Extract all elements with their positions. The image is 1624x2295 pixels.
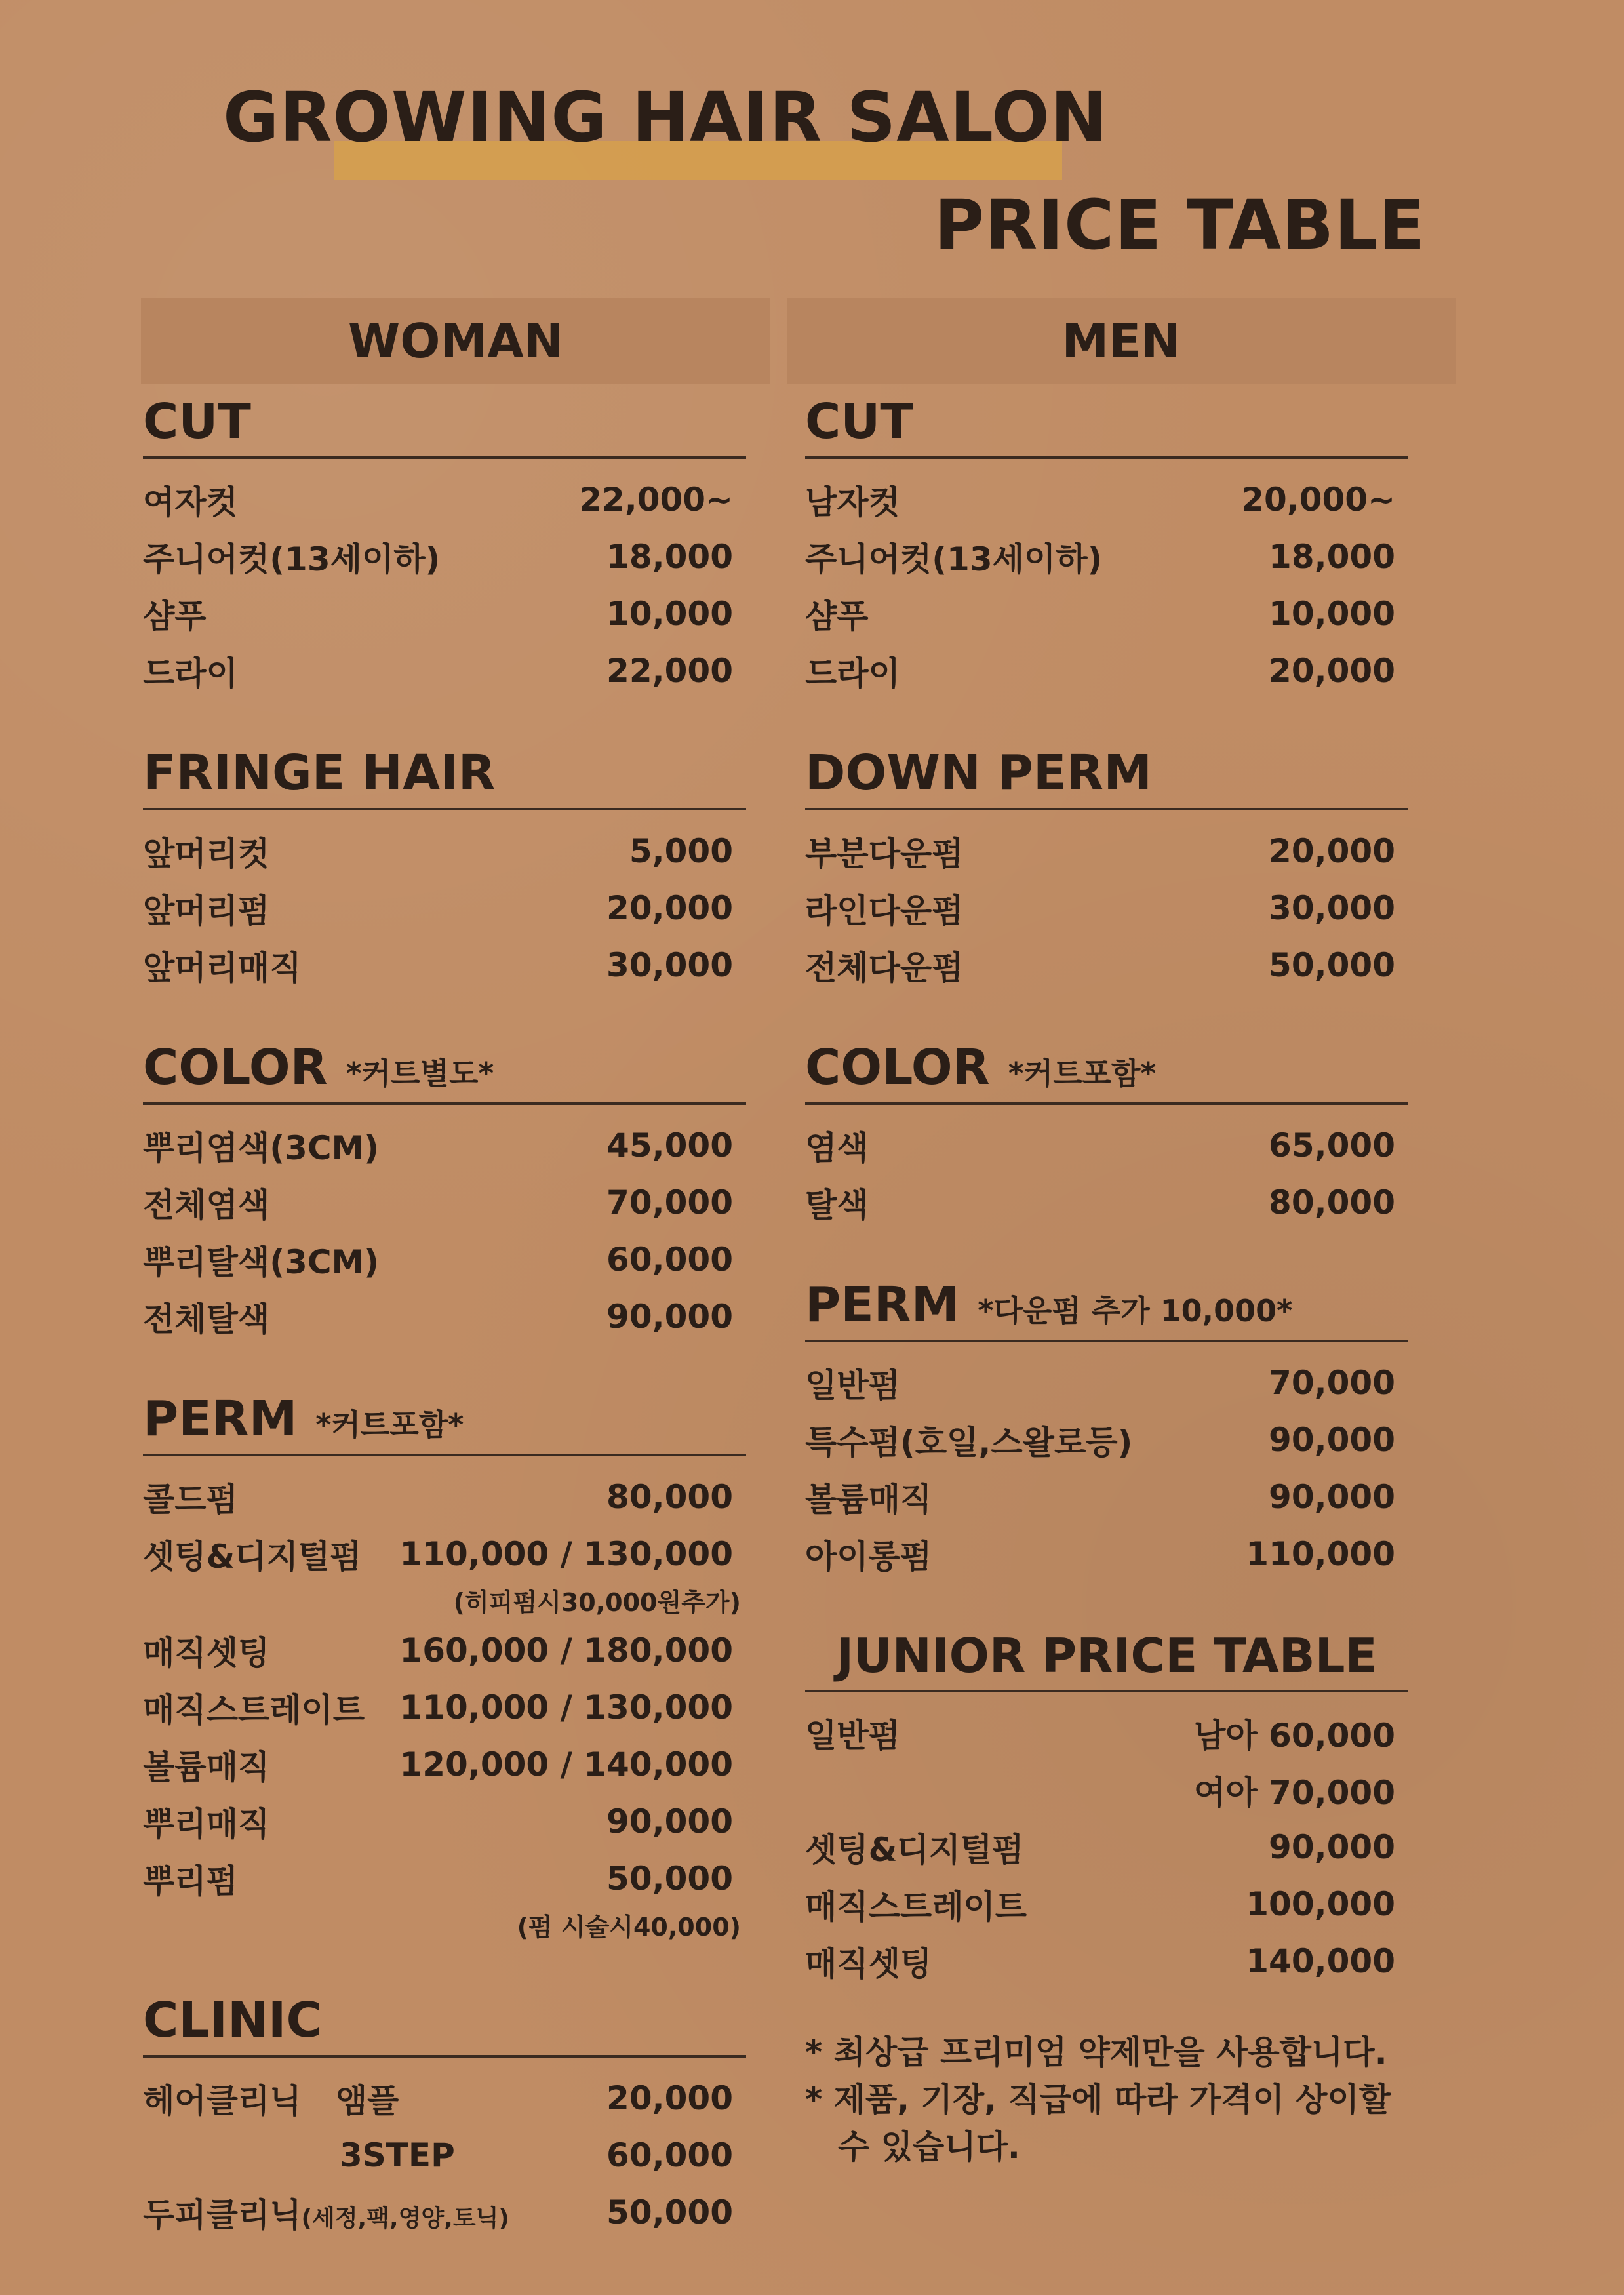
item-price: 90,000 bbox=[1269, 1827, 1395, 1866]
woman-header: WOMAN bbox=[141, 298, 770, 384]
item-price: 100,000 bbox=[1246, 1885, 1395, 1923]
item-name: 일반펌 bbox=[805, 1716, 900, 1755]
item-name: 볼륨매직 bbox=[805, 1480, 932, 1519]
item-price: 70,000 bbox=[606, 1183, 733, 1222]
item-name: 남자컷 bbox=[805, 483, 900, 521]
item-name: 뿌리펌 bbox=[143, 1862, 238, 1900]
price-note: (펌 시술시40,000) bbox=[517, 1913, 741, 1942]
item-name: 주니어컷(13세이하) bbox=[805, 540, 1103, 578]
item-name: 전체염색 bbox=[143, 1186, 270, 1224]
section-title bbox=[805, 1277, 1408, 1342]
item-price: 120,000 / 140,000 bbox=[399, 1745, 733, 1784]
price-note: (히피펌시30,000원추가) bbox=[453, 1588, 741, 1617]
item-name: 염색 bbox=[805, 1128, 869, 1167]
price-row bbox=[143, 1174, 746, 1231]
item-price: 50,000 bbox=[606, 1859, 733, 1898]
item-name: 샴푸 bbox=[805, 597, 869, 635]
item-name: 매직스트레이트 bbox=[143, 1690, 365, 1729]
item-price: 20,000~ bbox=[1241, 480, 1395, 519]
price-row bbox=[805, 1411, 1408, 1468]
price-row bbox=[143, 585, 746, 642]
item-name: 매직셋팅 bbox=[805, 1944, 932, 1983]
price-row bbox=[805, 822, 1408, 879]
item-name: 드라이 bbox=[143, 654, 238, 692]
section-title: CUT bbox=[805, 393, 1408, 459]
item-price: 60,000 bbox=[606, 2136, 733, 2174]
item-price: 22,000~ bbox=[579, 480, 733, 519]
section-title-text: PERM bbox=[805, 1277, 960, 1333]
price-row bbox=[143, 528, 746, 585]
price-row bbox=[143, 1622, 746, 1679]
item-price: 5,000 bbox=[629, 831, 733, 870]
item-price: 110,000 / 130,000 bbox=[399, 1688, 733, 1726]
price-row bbox=[805, 1932, 1408, 1989]
men-down-perm-section bbox=[805, 745, 1408, 993]
price-row bbox=[143, 936, 746, 993]
item-price: 20,000 bbox=[1269, 831, 1395, 870]
item-subtype: (세정,팩,영양,토닉) bbox=[301, 2205, 509, 2232]
item-price: 22,000 bbox=[606, 651, 733, 690]
woman-clinic-section bbox=[143, 1992, 746, 2241]
price-row bbox=[805, 1761, 1408, 1818]
item-name: 셋팅&디지털펌 bbox=[143, 1537, 362, 1576]
item-name: 뿌리염색(3CM) bbox=[143, 1128, 380, 1167]
item-name bbox=[143, 2075, 399, 2122]
footnote: * 최상급 프리미엄 약제만을 사용합니다. bbox=[805, 2033, 1387, 2071]
item-price: 80,000 bbox=[1269, 1183, 1395, 1222]
section-title-text: COLOR bbox=[143, 1039, 328, 1096]
salon-title: GROWING HAIR SALON bbox=[223, 77, 1108, 157]
footnote: * 제품, 기장, 직급에 따라 가격이 상이할 수 있습니다. bbox=[805, 2081, 1391, 2166]
item-price: 여아 70,000 bbox=[1194, 1773, 1395, 1812]
item-price: 90,000 bbox=[606, 1802, 733, 1841]
section-title: CUT bbox=[143, 393, 746, 459]
section-title bbox=[805, 1039, 1408, 1105]
men-cut-section bbox=[805, 393, 1408, 699]
woman-color-section bbox=[143, 1039, 746, 1345]
item-price: 65,000 bbox=[1269, 1126, 1395, 1165]
item-price: 80,000 bbox=[606, 1477, 733, 1516]
price-row bbox=[143, 1525, 746, 1582]
section-note: *커트포함* bbox=[315, 1407, 464, 1443]
section-title-text: COLOR bbox=[805, 1039, 990, 1096]
item-name: 볼륨매직 bbox=[143, 1747, 270, 1786]
item-name: 콜드펌 bbox=[143, 1480, 238, 1519]
item-name: 앞머리컷 bbox=[143, 834, 270, 873]
price-table-title: PRICE TABLE bbox=[934, 185, 1426, 265]
item-name: 주니어컷(13세이하) bbox=[143, 540, 441, 578]
item-price: 45,000 bbox=[606, 1126, 733, 1165]
price-row bbox=[143, 1679, 746, 1736]
item-price: 20,000 bbox=[606, 888, 733, 927]
item-price: 18,000 bbox=[606, 537, 733, 576]
men-perm-section bbox=[805, 1277, 1408, 1582]
item-price: 남아 60,000 bbox=[1194, 1716, 1395, 1755]
item-price: 20,000 bbox=[1269, 651, 1395, 690]
item-name: 라인다운펌 bbox=[805, 891, 964, 930]
item-name bbox=[143, 2189, 509, 2236]
price-row bbox=[143, 1736, 746, 1793]
price-row bbox=[143, 879, 746, 936]
price-row bbox=[805, 1875, 1408, 1932]
item-name: 전체탈색 bbox=[143, 1300, 270, 1338]
item-price: 30,000 bbox=[606, 946, 733, 984]
item-name: 샴푸 bbox=[143, 597, 207, 635]
price-row bbox=[805, 1468, 1408, 1525]
item-price: 110,000 bbox=[1246, 1534, 1395, 1573]
woman-perm-section bbox=[143, 1391, 746, 1946]
item-price: 50,000 bbox=[606, 2193, 733, 2231]
price-row bbox=[143, 1850, 746, 1907]
junior-section bbox=[805, 1628, 1408, 2170]
item-price: 20,000 bbox=[606, 2079, 733, 2117]
item-name: 전체다운펌 bbox=[805, 948, 964, 987]
item-price: 160,000 / 180,000 bbox=[399, 1631, 733, 1669]
item-price: 60,000 bbox=[606, 1240, 733, 1279]
price-row bbox=[805, 936, 1408, 993]
men-column bbox=[805, 393, 1408, 2216]
men-header: MEN bbox=[787, 298, 1456, 384]
section-note: *커트별도* bbox=[346, 1056, 494, 1091]
item-price: 90,000 bbox=[1269, 1477, 1395, 1516]
item-name-text: 헤어클리닉 bbox=[143, 2081, 302, 2120]
item-name: 앞머리펌 bbox=[143, 891, 270, 930]
item-name: 특수펌(호일,스왈로등) bbox=[805, 1423, 1133, 1462]
item-price: 18,000 bbox=[1269, 537, 1395, 576]
price-row bbox=[805, 1117, 1408, 1174]
price-row bbox=[805, 1818, 1408, 1875]
price-row bbox=[143, 642, 746, 699]
item-price: 110,000 / 130,000 bbox=[399, 1534, 733, 1573]
item-price: 10,000 bbox=[1269, 594, 1395, 633]
section-title: CLINIC bbox=[143, 1992, 746, 2058]
item-price: 90,000 bbox=[606, 1297, 733, 1336]
item-price: 140,000 bbox=[1246, 1942, 1395, 1980]
item-name: 드라이 bbox=[805, 654, 900, 692]
item-name: 여자컷 bbox=[143, 483, 238, 521]
price-row bbox=[143, 1117, 746, 1174]
item-name: 매직셋팅 bbox=[143, 1633, 270, 1672]
price-row bbox=[805, 471, 1408, 528]
item-name: 뿌리탈색(3CM) bbox=[143, 1243, 380, 1281]
junior-title: JUNIOR PRICE TABLE bbox=[805, 1628, 1408, 1692]
price-row bbox=[143, 1468, 746, 1525]
section-note: *커트포함* bbox=[1008, 1056, 1157, 1091]
price-row bbox=[805, 1704, 1408, 1761]
woman-cut-section bbox=[143, 393, 746, 699]
men-color-section bbox=[805, 1039, 1408, 1231]
item-price: 50,000 bbox=[1269, 946, 1395, 984]
price-row bbox=[143, 2184, 746, 2241]
price-row bbox=[143, 822, 746, 879]
section-title bbox=[143, 1391, 746, 1456]
woman-column bbox=[143, 393, 746, 2286]
item-subtype: 3STEP bbox=[340, 2136, 455, 2174]
item-name-text: 두피클리닉 bbox=[143, 2195, 302, 2234]
item-price: 10,000 bbox=[606, 594, 733, 633]
price-row bbox=[805, 879, 1408, 936]
price-row bbox=[805, 642, 1408, 699]
item-name: 뿌리매직 bbox=[143, 1805, 270, 1843]
item-price: 30,000 bbox=[1269, 888, 1395, 927]
price-row bbox=[143, 1288, 746, 1345]
price-row bbox=[143, 471, 746, 528]
item-name: 부분다운펌 bbox=[805, 834, 964, 873]
item-name: 탈색 bbox=[805, 1186, 869, 1224]
item-subtype: 앰플 bbox=[335, 2081, 399, 2120]
item-price: 90,000 bbox=[1269, 1420, 1395, 1459]
item-name: 아이롱펌 bbox=[805, 1537, 932, 1576]
section-title: DOWN PERM bbox=[805, 745, 1408, 810]
price-row bbox=[143, 2069, 746, 2126]
price-row bbox=[805, 1174, 1408, 1231]
price-row bbox=[143, 1793, 746, 1850]
section-title bbox=[143, 1039, 746, 1105]
section-title: FRINGE HAIR bbox=[143, 745, 746, 810]
footnotes bbox=[805, 2029, 1408, 2170]
price-row bbox=[143, 2126, 746, 2184]
section-title-text: PERM bbox=[143, 1391, 298, 1447]
price-row bbox=[143, 1231, 746, 1288]
woman-fringe-section bbox=[143, 745, 746, 993]
item-name: 앞머리매직 bbox=[143, 948, 302, 987]
price-row bbox=[805, 528, 1408, 585]
price-row bbox=[805, 585, 1408, 642]
item-name: 일반펌 bbox=[805, 1366, 900, 1405]
item-price: 70,000 bbox=[1269, 1363, 1395, 1402]
price-row bbox=[805, 1525, 1408, 1582]
price-row bbox=[805, 1354, 1408, 1411]
section-note: *다운펌 추가 10,000* bbox=[978, 1293, 1293, 1328]
item-name: 매직스트레이트 bbox=[805, 1887, 1027, 1926]
item-name: 셋팅&디지털펌 bbox=[805, 1830, 1024, 1869]
